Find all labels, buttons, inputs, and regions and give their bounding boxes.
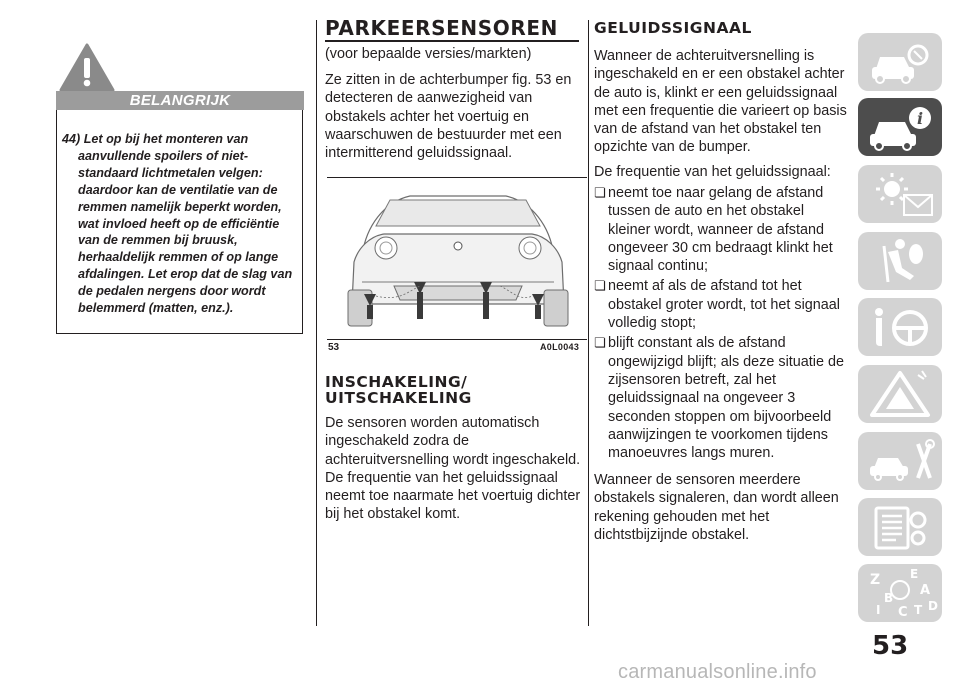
alphabetical-index-icon — [858, 564, 942, 622]
svg-text:i: i — [916, 109, 924, 128]
rear-bumper-sensors-figure — [340, 186, 576, 330]
column-divider-right — [588, 20, 589, 626]
car-info-icon — [858, 98, 942, 156]
figure-number: 53 — [328, 342, 340, 353]
car-dashboard-icon — [858, 33, 942, 91]
sound-signal-final: Wanneer de sensoren meerdere obstakels signaleren, dan wordt alleen rekening gehouden met het dichtstbijzijnde obstakel. — [594, 472, 839, 543]
figure-code: A0L0043 — [540, 342, 580, 352]
tab-car-info[interactable] — [858, 98, 942, 156]
column-divider-left — [316, 20, 317, 626]
page-number: 53 — [872, 631, 909, 661]
parking-sensors-subtitle: (voor bepaalde versies/markten) — [325, 46, 532, 62]
switching-text: De sensoren worden automatisch ingeschakeld zodra de achteruitversnelling wordt ingeschakeld. De frequentie van het geluidssignaal neemt toe naarmate het voertuig dichter bij het obstakel komt. — [325, 415, 581, 523]
svg-text:Z: Z — [870, 572, 881, 588]
warning-lights-icon — [858, 165, 942, 223]
svg-text:C: C — [898, 605, 908, 620]
steering-wheel-icon — [858, 298, 942, 356]
list-item: ❏ neemt af als de afstand tot het obstakel groter wordt, tot het signaal volledig stopt; — [594, 277, 850, 332]
sound-signal-title: GELUIDSSIGNAAL — [594, 19, 752, 37]
sound-frequency-label: De frequentie van het geluidssignaal: — [594, 164, 831, 180]
technical-data-icon — [858, 498, 942, 556]
svg-text:D: D — [928, 599, 938, 613]
svg-text:I: I — [876, 603, 881, 617]
tab-index[interactable] — [858, 564, 942, 622]
switching-title-line2: UITSCHAKELING — [325, 388, 472, 407]
tab-dashboard[interactable] — [858, 33, 942, 91]
maintenance-tools-icon — [858, 432, 942, 490]
airbag-seat-icon — [858, 232, 942, 290]
warning-number: 44) — [62, 132, 81, 146]
list-item: ❏ neemt toe naar gelang de afstand tussen de auto en het obstakel kleiner wordt, wanneer de afstand ongeveer 30 cm bedraagt klinkt het signaal continu; — [594, 184, 850, 275]
switching-title — [325, 375, 585, 406]
watermark: carmanualsonline.info — [618, 661, 817, 683]
svg-text:A: A — [920, 583, 931, 598]
parking-sensors-title: PARKEERSENSOREN — [325, 16, 558, 40]
warning-body: Let op bij het monteren van aanvullende spoilers of niet-standaard lichtmetalen velgen: daardoor kan de ventilatie van de remmen namelijk beperkt worden, wat invloed heeft op de efficiëntie van de remmen bij bruusk, herhaaldelijk remmen of op lange afdalingen. Let erop dat de slag van de pedalen nergens door wordt belemmerd (matten, enz.). — [78, 132, 293, 316]
figure-top-rule — [327, 177, 587, 178]
tab-technical-data[interactable] — [858, 498, 942, 556]
svg-text:T: T — [914, 603, 923, 617]
emergency-triangle-icon — [858, 365, 942, 423]
svg-text:E: E — [910, 567, 919, 581]
list-item: ❏ blijft constant als de afstand ongewijzigd blijft; als deze situatie de zijsensoren betreft, zal het geluidssignaal na ongeveer 3 seconden stoppen om bijvoorbeeld aanwijzingen te voorkomen tijdens manoeuvres langs muren. — [594, 334, 850, 462]
tab-safety[interactable] — [858, 232, 942, 290]
tab-emergency[interactable] — [858, 365, 942, 423]
warning-text — [62, 131, 302, 317]
switching-title-line1: INSCHAKELING/ — [325, 373, 468, 391]
warning-header: BELANGRIJK — [56, 91, 304, 110]
tab-maintenance[interactable] — [858, 432, 942, 490]
title-underline — [325, 40, 579, 42]
svg-text:B: B — [884, 591, 894, 605]
tab-starting-driving[interactable] — [858, 298, 942, 356]
sound-signal-intro: Wanneer de achteruitversnelling is ingeschakeld en er een obstakel achter de auto is, klinkt er een geluidssignaal met een frequentie die varieert op basis van de afstand van het obstakel ten opzichte van de bumper. — [594, 48, 847, 156]
figure-bottom-rule — [327, 339, 587, 340]
parking-sensors-text: Ze zitten in de achterbumper fig. 53 en detecteren de aanwezigheid van obstakels achter het voertuig en waarschuwen de bestuurder met een intermitterend geluidssignaal. — [325, 72, 572, 162]
tab-warning-lights[interactable] — [858, 165, 942, 223]
sound-frequency-list — [594, 184, 850, 464]
warning-triangle-icon — [58, 42, 116, 94]
